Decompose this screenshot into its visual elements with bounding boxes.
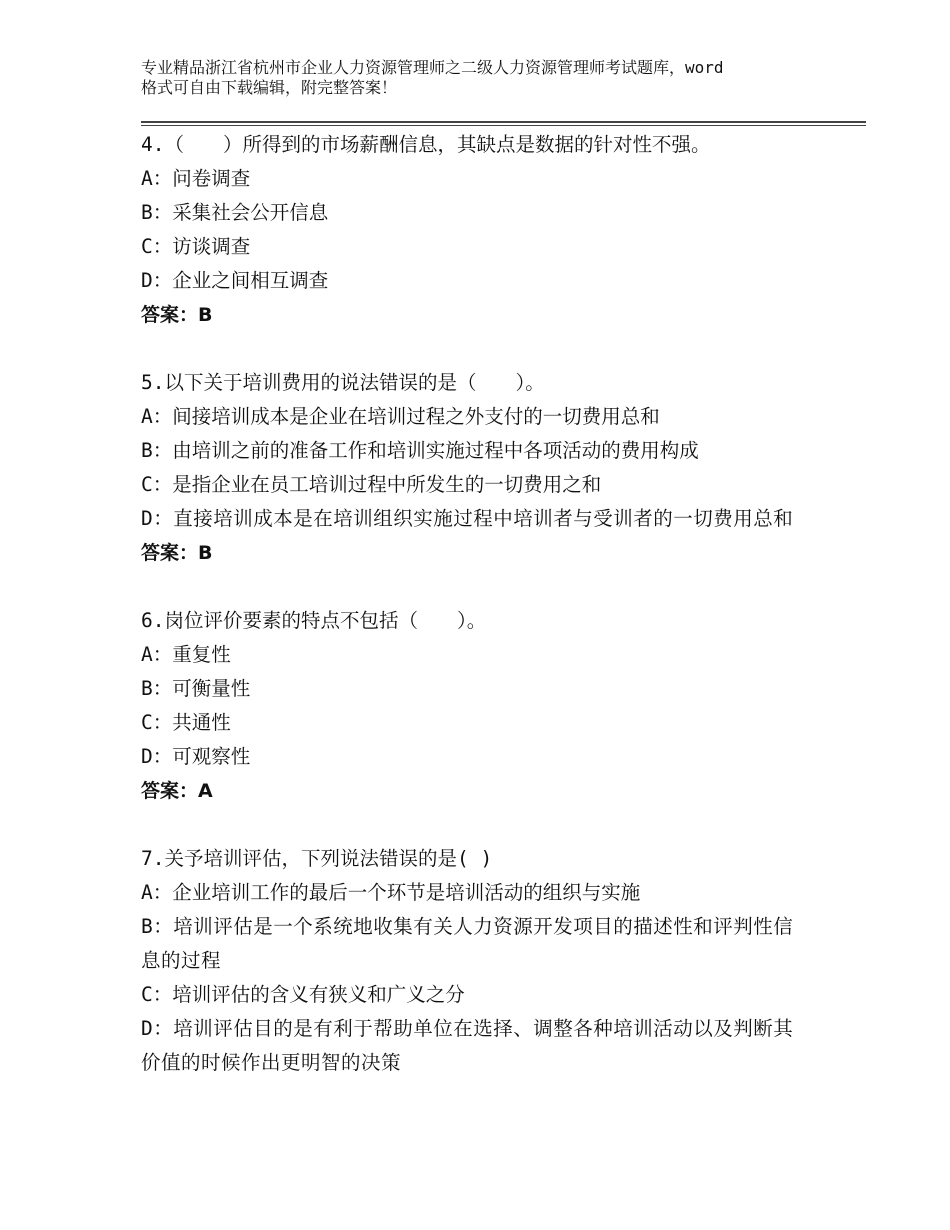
question-5: [141, 366, 813, 570]
header-line-1: 专业精品浙江省杭州市企业人力资源管理师之二级人力资源管理师考试题库，word: [141, 58, 724, 77]
option-b: B：培训评估是一个系统地收集有关人力资源开发项目的描述性和评判性信息的过程: [141, 915, 794, 972]
question-stem: 7.关予培训评估，下列说法错误的是( ): [141, 847, 493, 870]
document-header: [141, 58, 831, 98]
header-line-2: 格式可自由下载编辑，附完整答案！: [141, 78, 398, 97]
header-rule-thin: [141, 125, 866, 126]
question-stem: 4.（ ）所得到的市场薪酬信息，其缺点是数据的针对性不强。: [141, 133, 711, 156]
question-7: [141, 842, 813, 1080]
option-b: B：可衡量性: [141, 677, 251, 700]
option-a: A：问卷调查: [141, 167, 251, 190]
spacer: [141, 332, 813, 366]
option-a: A：间接培训成本是企业在培训过程之外支付的一切费用总和: [141, 405, 660, 428]
answer: 答案：A: [141, 780, 213, 802]
option-c: C：是指企业在员工培训过程中所发生的一切费用之和: [141, 473, 602, 496]
option-d: D：培训评估目的是有利于帮助单位在选择、调整各种培训活动以及判断其价值的时候作出更明智的决策: [141, 1017, 794, 1074]
question-list: [141, 128, 813, 1080]
option-c: C：培训评估的含义有狭义和广义之分: [141, 983, 465, 1006]
question-stem: 5.以下关于培训费用的说法错误的是（ ）。: [141, 371, 545, 394]
question-4: [141, 128, 813, 332]
option-d: D：企业之间相互调查: [141, 269, 329, 292]
option-d: D：直接培训成本是在培训组织实施过程中培训者与受训者的一切费用总和: [141, 507, 794, 530]
option-b: B：采集社会公开信息: [141, 201, 329, 224]
option-c: C：访谈调查: [141, 235, 251, 258]
spacer: [141, 570, 813, 604]
answer: 答案：B: [141, 542, 213, 564]
option-b: B：由培训之前的准备工作和培训实施过程中各项活动的费用构成: [141, 439, 699, 462]
spacer: [141, 808, 813, 842]
option-c: C：共通性: [141, 711, 231, 734]
option-a: A：重复性: [141, 643, 231, 666]
question-6: [141, 604, 813, 808]
header-rule-thick: [141, 121, 866, 123]
answer: 答案：B: [141, 304, 213, 326]
option-d: D：可观察性: [141, 745, 251, 768]
question-stem: 6.岗位评价要素的特点不包括（ ）。: [141, 609, 487, 632]
option-a: A：企业培训工作的最后一个环节是培训活动的组织与实施: [141, 881, 641, 904]
